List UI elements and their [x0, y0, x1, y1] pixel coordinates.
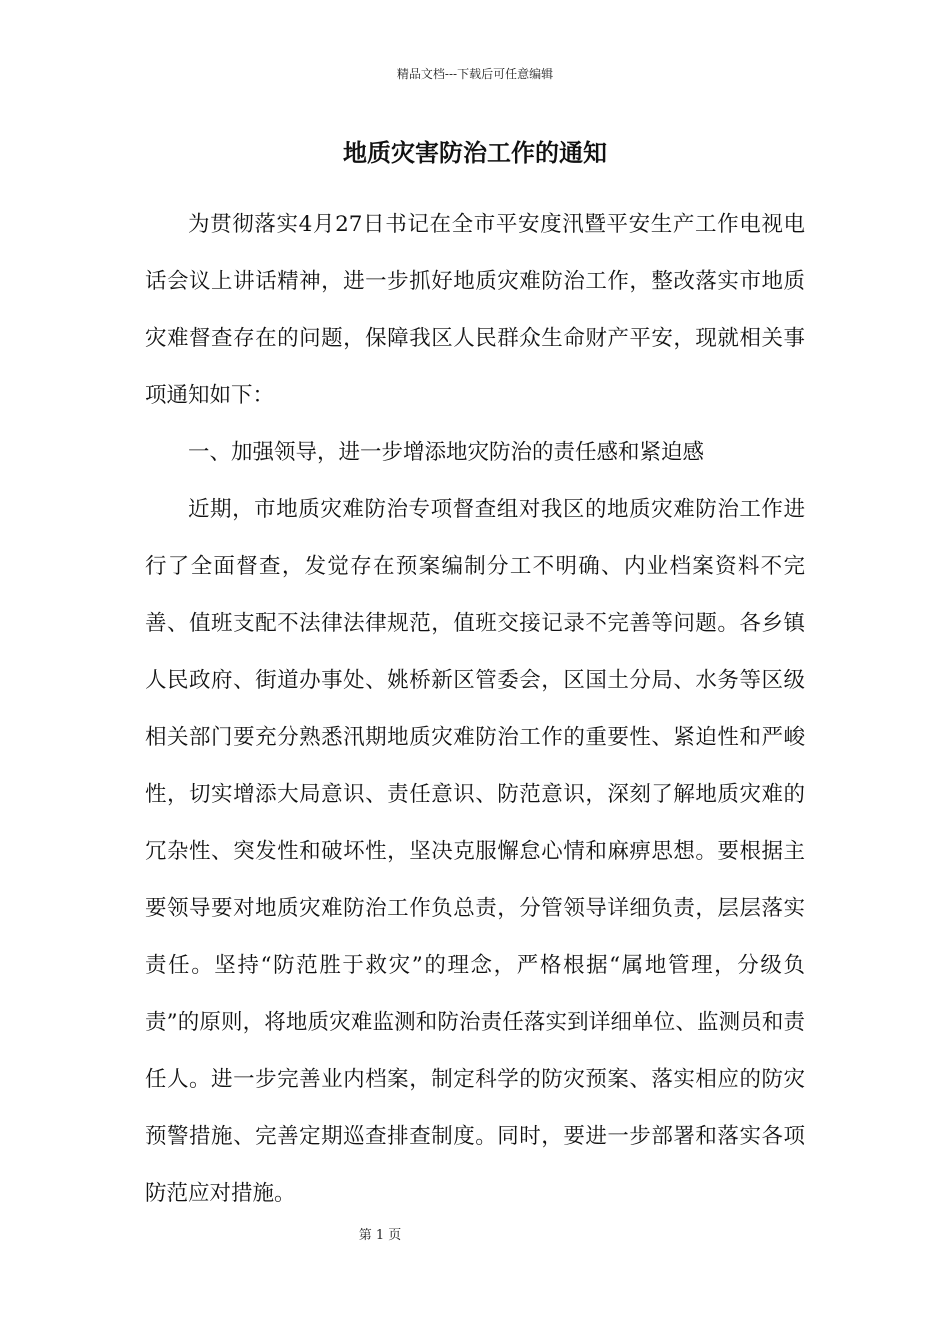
page-number: 第 1 页	[358, 1228, 402, 1243]
document-title: 地质灾害防治工作的通知	[343, 138, 607, 167]
page-header: 精品文档---下载后可任意编辑	[396, 67, 554, 81]
intro-paragraph: 为贯彻落实4月27日书记在全市平安度汛暨平安生产工作电视电话会议上讲话精神，进一步抓好地质灾难防治工作，整改落实市地质灾难督查存在的问题，保障我区人民群众生命财产平安，现就相关事项通知如下：	[145, 212, 805, 408]
section-heading: 一、加强领导，进一步增添地灾防治的责任感和紧迫感	[188, 440, 705, 465]
document-body	[145, 196, 805, 1222]
body-paragraph: 近期，市地质灾难防治专项督查组对我区的地质灾难防治工作进行了全面督查，发觉存在预案编制分工不明确、内业档案资料不完善、值班支配不法律法律规范，值班交接记录不完善等问题。各乡镇人民政府、街道办事处、姚桥新区管委会，区国土分局、水务等区级相关部门要充分熟悉汛期地质灾难防治工作的重要性、紧迫性和严峻性，切实增添大局意识、责任意识、防范意识，深刻了解地质灾难的冗杂性、突发性和破坏性，坚决克服懈怠心情和麻痹思想。要根据主要领导要对地质灾难防治工作负总责，分管领导详细负责，层层落实责任。坚持“防范胜于救灾”的理念，严格根据“属地管理，分级负责”的原则，将地质灾难监测和防治责任落实到详细单位、监测员和责任人。进一步完善业内档案，制定科学的防灾预案、落实相应的防灾预警措施、完善定期巡查排查制度。同时，要进一步部署和落实各项防范应对措施。	[145, 497, 805, 1206]
